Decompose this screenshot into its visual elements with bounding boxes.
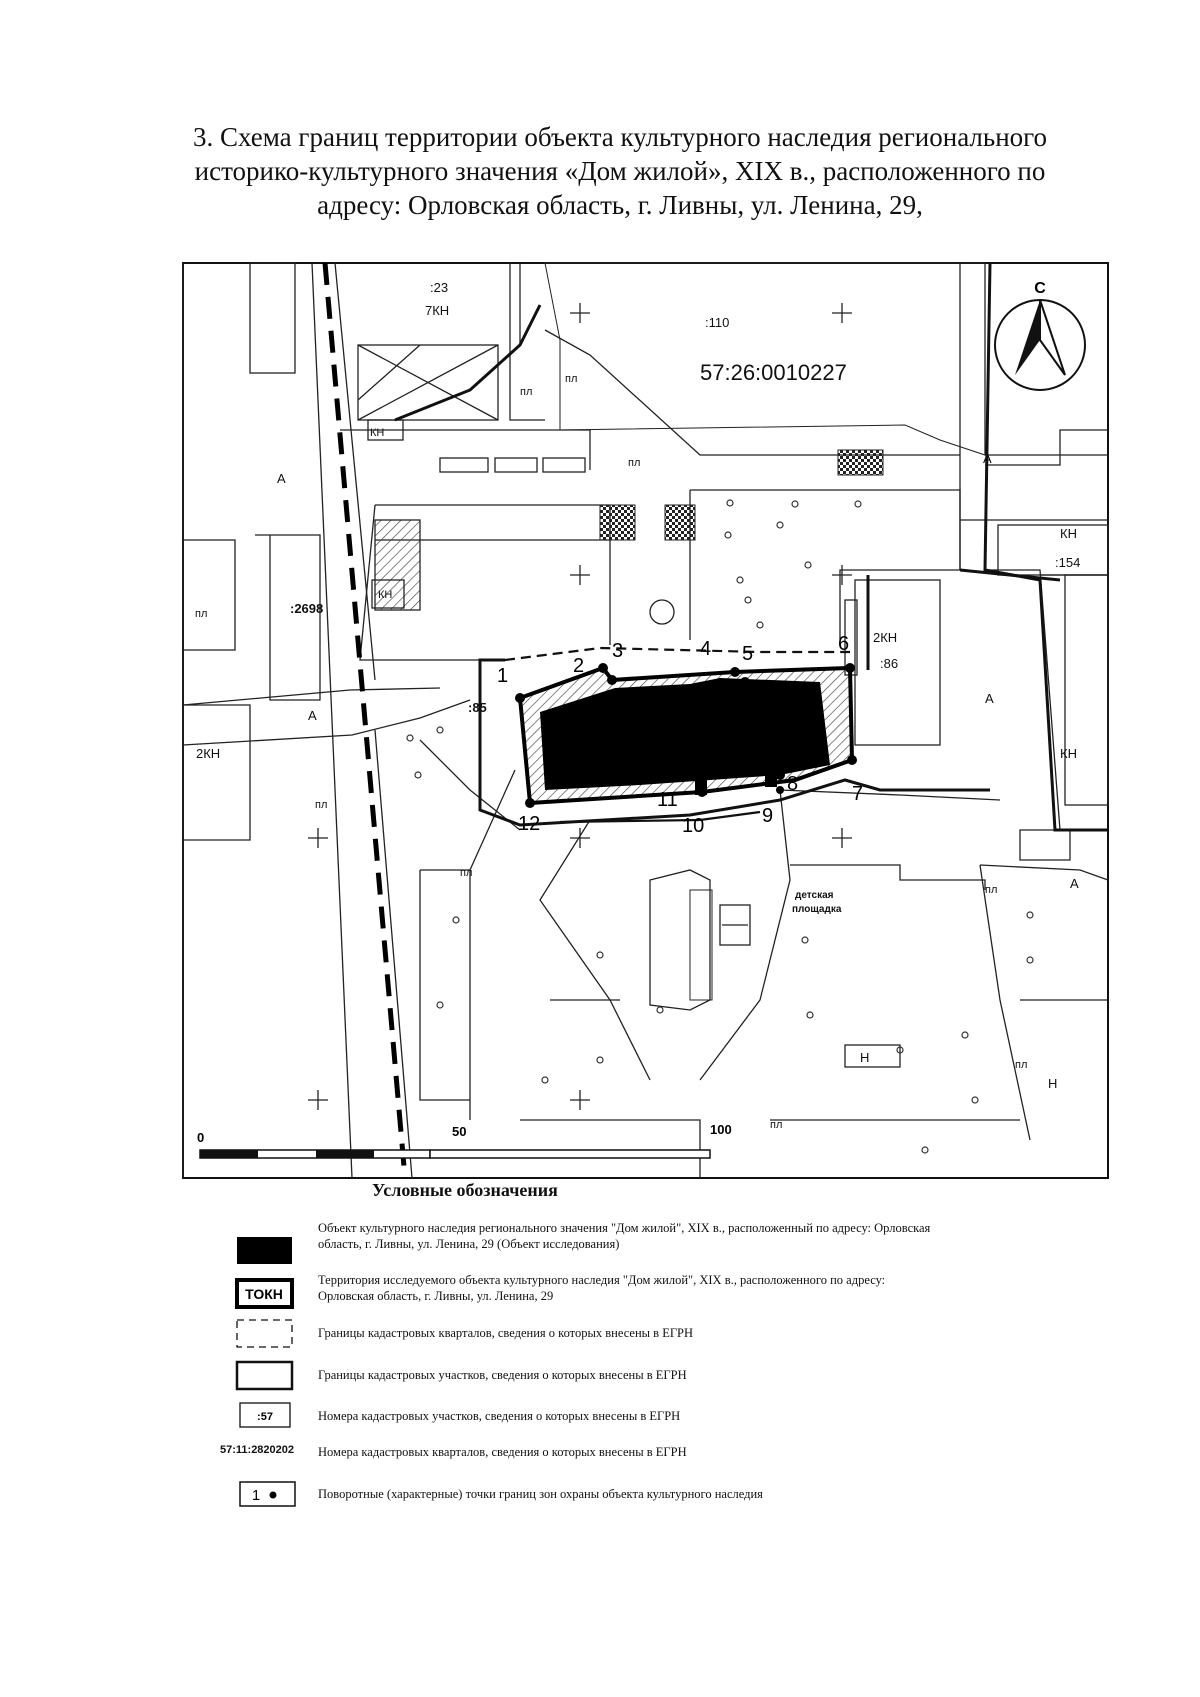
legend-text-quarter-boundary: Границы кадастровых кварталов, сведения о которых внесены в ЕГРН xyxy=(318,1326,694,1340)
point-label-11: 11 xyxy=(657,789,678,811)
legend-symbol-parcel-boundary xyxy=(237,1362,292,1389)
point-label-9: 9 xyxy=(762,805,774,827)
point-label-6: 6 xyxy=(838,633,850,655)
parcel-label-110: :110 xyxy=(705,315,730,330)
scale-zero: 0 xyxy=(197,1130,205,1145)
point-label-3: 3 xyxy=(612,640,624,662)
legend-quarter-code: 57:11:2820202 xyxy=(220,1444,295,1456)
scale-end: 100 xyxy=(710,1122,732,1137)
building-label-2kn-left: 2КН xyxy=(196,746,221,761)
legend-point-number: 1 xyxy=(251,1487,261,1504)
cadastral-quarter-number: 57:26:0010227 xyxy=(700,360,847,385)
legend-symbol-heritage xyxy=(237,1237,292,1264)
parcel-label-86: :86 xyxy=(880,656,899,671)
building-label-kn-right-top: КН xyxy=(1060,526,1077,541)
surface-label-pl: пл xyxy=(315,799,328,811)
surface-label-pl: пл xyxy=(770,1119,783,1131)
legend-parcel-code: :57 xyxy=(257,1411,273,1423)
legend-text-heritage: Объект культурного наследия регионального значения "Дом жилой", XIX в., расположенный по адресу: Орловская область, г. Ливны, ул. Ленина, 29 (Объект исследования) xyxy=(318,1221,931,1251)
building-label-kn-top: КН xyxy=(370,427,385,439)
surface-label-a: А xyxy=(983,451,992,466)
building-label-kn-mid: КН xyxy=(378,589,393,601)
surface-label-a: А xyxy=(985,691,994,706)
surface-label-a: А xyxy=(308,708,317,723)
building-label-n-playground: Н xyxy=(860,1050,870,1065)
building-label-7kn: 7КН xyxy=(425,303,450,318)
parcel-label-2698: :2698 xyxy=(290,601,324,616)
point-label-2: 2 xyxy=(573,655,585,677)
legend-text-point: Поворотные (характерные) точки границ зон охраны объекта культурного наследия xyxy=(318,1487,763,1501)
point-label-7: 7 xyxy=(852,783,864,805)
surface-label-pl: пл xyxy=(1015,1059,1028,1071)
surface-label-pl: пл xyxy=(565,373,578,385)
surface-label-pl: пл xyxy=(520,386,533,398)
playground-label: площадка xyxy=(792,904,842,915)
scale-bar xyxy=(200,1150,710,1158)
point-label-8: 8 xyxy=(787,773,799,795)
page-title: 3. Схема границ территории объекта культурного наследия регионального историко-культурного значения «Дом жилой», XIX в., расположенного по адресу: Орловская область, г. Ливны, ул. Ленина, 29, xyxy=(192,122,1048,220)
legend-text-tokn: Территория исследуемого объекта культурного наследия "Дом жилой", XIX в., расположенного по адресу: Орловская область, г. Ливны, ул. Ленина, 29 xyxy=(318,1273,886,1303)
legend-text-quarter-number: Номера кадастровых кварталов, сведения о которых внесены в ЕГРН xyxy=(318,1445,687,1459)
legend-symbols xyxy=(237,1237,295,1506)
legend-tokn-text: ТОКН xyxy=(245,1286,283,1302)
surface-label-pl: пл xyxy=(460,867,473,879)
point-label-1: 1 xyxy=(497,665,509,687)
point-label-4: 4 xyxy=(700,638,712,660)
north-label: С xyxy=(1034,280,1046,297)
surface-label-a: А xyxy=(1070,876,1079,891)
building-label-2kn-right: 2КН xyxy=(873,630,898,645)
point-label-12: 12 xyxy=(518,813,541,835)
legend-title: Условные обозначения xyxy=(372,1180,558,1200)
scale-mid: 50 xyxy=(452,1124,467,1139)
building-label-n-right: Н xyxy=(1048,1076,1058,1091)
legend-symbol-point xyxy=(240,1482,295,1506)
playground-label: детская xyxy=(795,890,834,901)
point-label-10: 10 xyxy=(682,815,705,837)
parcel-label-154: :154 xyxy=(1055,555,1081,570)
surface-label-a: А xyxy=(277,471,286,486)
parcel-label-23: :23 xyxy=(430,280,449,295)
surface-label-pl: пл xyxy=(195,608,208,620)
surface-label-pl: пл xyxy=(628,457,641,469)
building-label-kn-right-mid: КН xyxy=(1060,746,1077,761)
surface-label-pl: пл xyxy=(985,884,998,896)
point-label-5: 5 xyxy=(742,643,754,665)
legend-text-parcel-boundary: Границы кадастровых участков, сведения о которых внесены в ЕГРН xyxy=(318,1368,687,1382)
legend-text-parcel-number: Номера кадастровых участков, сведения о которых внесены в ЕГРН xyxy=(318,1409,681,1423)
parcel-label-85: :85 xyxy=(468,700,487,715)
legend-symbol-quarter-boundary xyxy=(237,1320,292,1347)
